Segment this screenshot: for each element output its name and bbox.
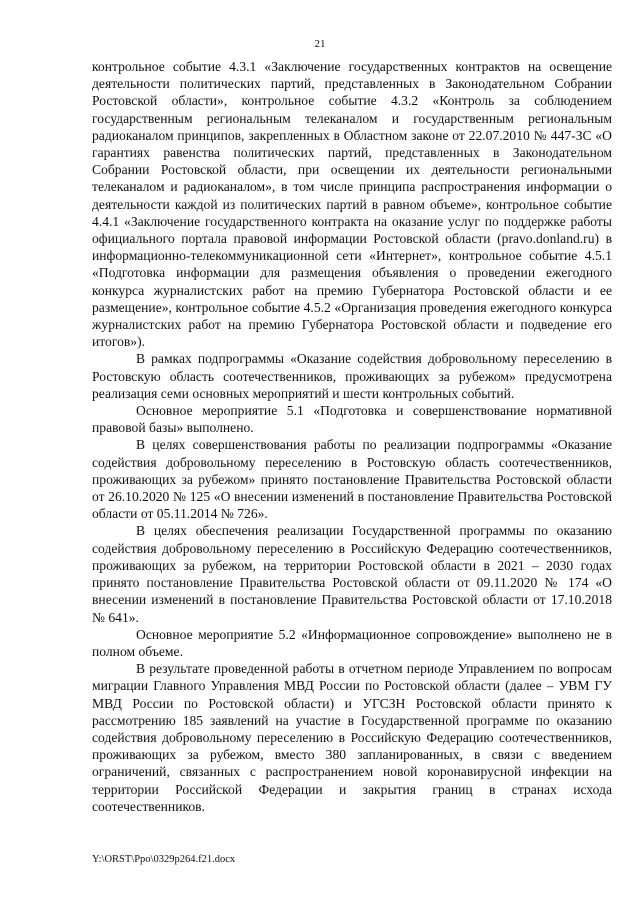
paragraph-results: В результате проведенной работы в отчетном периоде Управлением по вопросам миграции Главного Управления МВД России по Ростовской области (далее – УВМ ГУ МВД России по Ростовской области) и УГСЗН Ростовской области принято к рассмотрению 185 заявлений на участие в Государственной программе по оказанию содействия добровольному переселению в Российскую Федерацию соотечественников, проживающих за рубежом, вместо 380 запланированных, в связи с введением ограничений, связанных с распространением новой коронавирусной инфекции на территории Российской Федерации и закрытия границ в странах исхода соотечественников. [92,661,612,814]
paragraph-continuation: контрольное событие 4.3.1 «Заключение государственных контрактов на освещение деятельности политических партий, представленных в Законодательном Собрании Ростовской области», контрольное событие 4.3.2 «Контроль за соблюдением государственным региональным телеканалом и государственным региональным радиоканалом принципов, закрепленных в Областном законе от 22.07.2010 № 447-ЗС «О гарантиях равенства политических партий, представленных в Законодательном Собрании Ростовской области, при освещении их деятельности региональными телеканалом и радиоканалом», в том числе принципа распространения информации о деятельности каждой из политических партий в равном объеме», контрольное событие 4.4.1 «Заключение государственного контракта на оказание услуг по поддержке работы официального портала правовой информации Ростовской области (pravo.donland.ru) в информационно-телекоммуникационной сети «Интернет», контрольное событие 4.5.1 «Подготовка информации для размещения объявления о проведении ежегодного конкурса журналистских работ на премию Губернатора Ростовской области и ее размещение», контрольное событие 4.5.2 «Организация проведения ежегодного конкурса журналистских работ на премию Губернатора Ростовской области и подведение его итогов»). [92,59,612,350]
page-number: 21 [314,38,326,50]
paragraph-resolution-125: В целях совершенствования работы по реализации подпрограммы «Оказание содействия добровольному переселению в Ростовскую область соотечественников, проживающих за рубежом» принято постановление Правительства Ростовской области от 26.10.2020 № 125 «О внесении изменений в постановление Правительства Ростовской области от 05.11.2014 № 726». [92,437,612,522]
paragraph-measure-5-2: Основное мероприятие 5.2 «Информационное сопровождение» выполнено не в полном объеме. [92,626,612,659]
paragraph-subprogram-intro: В рамках подпрограммы «Оказание содействия добровольному переселению в Ростовскую область соотечественников, проживающих за рубежом» предусмотрена реализация семи основных мероприятий и шести контрольных событий. [92,351,612,401]
paragraph-resolution-174: В целях обеспечения реализации Государственной программы по оказанию содействия добровольному переселению в Российскую Федерацию соотечественников, проживающих за рубежом, на территории Ростовской области в 2021 – 2030 годах принято постановление Правительства Ростовской области от 09.11.2020 № 174 «О внесении изменений в постановление Правительства Ростовской области от 17.10.2018 № 641». [92,523,612,625]
paragraph-measure-5-1: Основное мероприятие 5.1 «Подготовка и совершенствование нормативной правовой базы» выполнено. [92,403,612,436]
document-body [92,58,612,815]
footer-file-path: Y:\ORST\Ppo\0329p264.f21.docx [92,854,236,865]
